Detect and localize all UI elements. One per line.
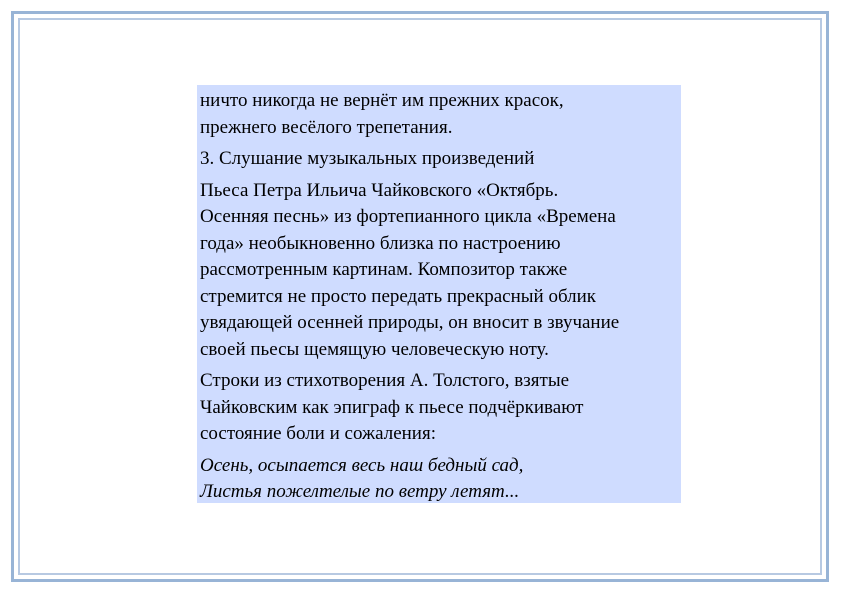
text-line: рассмотренным картинам. Композитор также <box>200 259 568 280</box>
text-line: 3. Слушание музыкальных произведений <box>200 148 535 169</box>
text-line: ничто никогда не вернёт им прежних красок, <box>200 90 564 111</box>
text-line: состояние боли и сожаления: <box>200 423 436 444</box>
text-line: Чайковским как эпиграф к пьесе подчёркивают <box>200 396 584 418</box>
text-line: года» необыкновенно близка по настроению <box>200 232 561 254</box>
paragraph-1 <box>200 88 677 141</box>
paragraph-3 <box>200 178 677 364</box>
text-line: стремится не просто передать прекрасный облик <box>200 285 597 307</box>
poem-line: Листья пожелтелые по ветру летят... <box>200 481 520 502</box>
text-line: увядающей осенней природы, он вносит в звучание <box>200 312 620 333</box>
text-line: Пьеса Петра Ильича Чайковского «Октябрь. <box>200 179 559 201</box>
paragraph-4 <box>200 368 677 448</box>
epigraph-poem <box>200 453 677 506</box>
text-line: своей пьесы щемящую человеческую ноту. <box>200 338 549 360</box>
paragraph-2-heading <box>200 146 677 173</box>
text-line: Осенняя песнь» из фортепианного цикла «Времена <box>200 206 616 227</box>
text-box <box>197 85 681 503</box>
text-line: прежнего весёлого трепетания. <box>200 116 453 138</box>
text-line: Строки из стихотворения А. Толстого, взятые <box>200 370 570 391</box>
poem-line: Осень, осыпается весь наш бедный сад, <box>200 454 524 476</box>
